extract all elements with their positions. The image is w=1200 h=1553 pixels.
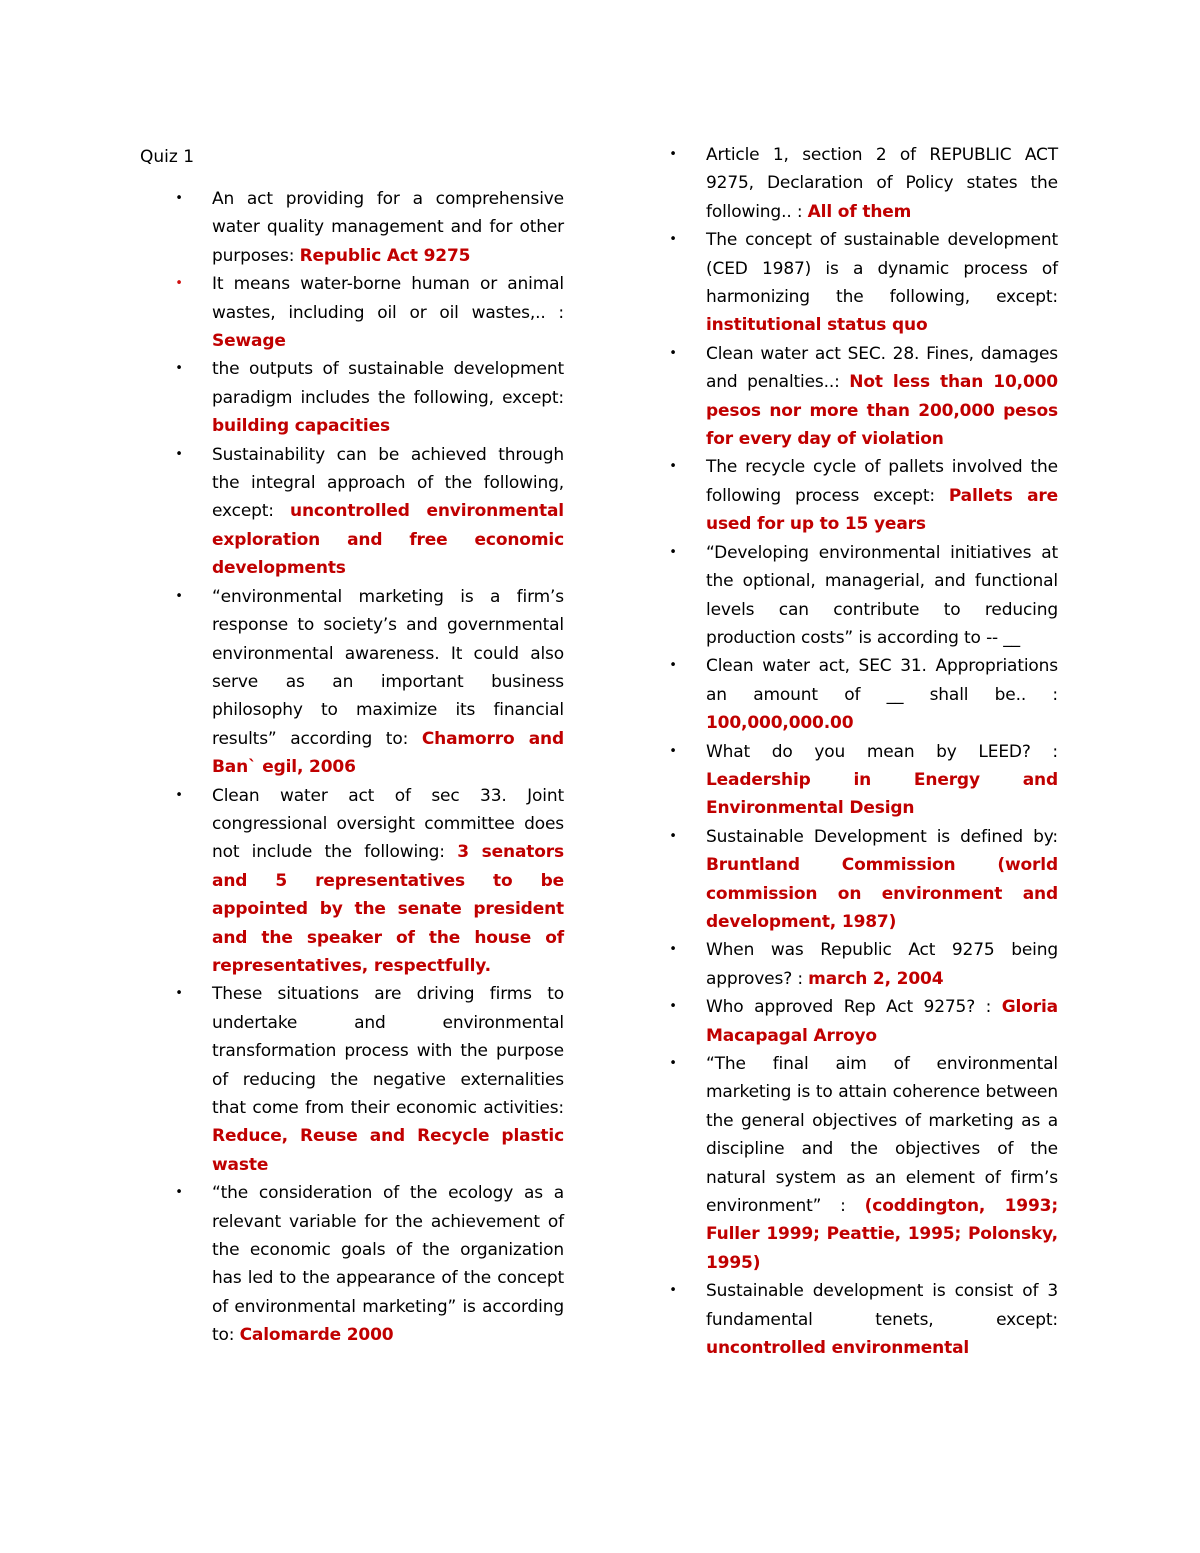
bullet-icon: • xyxy=(175,787,183,803)
list-item xyxy=(175,270,564,355)
list-item xyxy=(669,340,1058,454)
list-item xyxy=(175,980,564,1179)
list-item xyxy=(669,823,1058,937)
bullet-icon: • xyxy=(175,588,183,604)
bullet-icon: • xyxy=(669,232,677,248)
question-text: Clean water act of sec 33. Joint congressional oversight committee does not include the following: xyxy=(212,785,564,863)
answer-text: uncontrolled environmental xyxy=(706,1338,970,1359)
bullet-icon: • xyxy=(669,658,677,674)
question-text: The concept of sustainable development (CED 1987) is a dynamic process of harmonizing the following, except: xyxy=(706,230,1058,308)
answer-text: Chamorro and Ban` egil, 2006 xyxy=(212,728,564,778)
question-text: “environmental marketing is a firm’s response to society’s and governmental environmental awareness. It could also serve as an important business philosophy to maximize its financial results” according to: xyxy=(212,586,564,749)
bullet-icon: • xyxy=(669,1283,677,1299)
answer-text: march 2, 2004 xyxy=(808,968,944,989)
question-text: An act providing for a comprehensive water quality management and for other purposes: xyxy=(212,189,564,266)
question-text: Who approved Rep Act 9275? : xyxy=(706,997,1002,1018)
answer-text: Leadership in Energy and Environmental Design xyxy=(706,769,1058,819)
question-text: These situations are driving firms to undertake and environmental transformation process with the purpose of reducing the negative externalities that come from their economic activities: xyxy=(212,984,564,1118)
question-text: Article 1, section 2 of REPUBLIC ACT 9275, Declaration of Policy states the following.. : xyxy=(706,145,1058,222)
bullet-icon: • xyxy=(669,743,677,759)
bullet-icon: • xyxy=(669,345,677,361)
bullet-icon: • xyxy=(669,942,677,958)
list-item xyxy=(669,652,1058,737)
bullet-icon: • xyxy=(669,147,677,162)
answer-text: Reduce, Reuse and Recycle plastic waste xyxy=(212,1126,564,1175)
answer-text: All of them xyxy=(807,201,912,222)
bullet-icon: • xyxy=(669,999,677,1015)
bullet-icon: • xyxy=(175,446,183,462)
answer-text: Calomarde 2000 xyxy=(239,1325,394,1346)
question-text: When was Republic Act 9275 being approves? : xyxy=(706,940,1058,989)
answer-text: institutional status quo xyxy=(706,315,928,336)
question-text: “the consideration of the ecology as a relevant variable for the achievement of the economic goals of the organization has led to the appearance of the concept of environmental marketing” is according to: xyxy=(212,1183,564,1346)
bullet-icon: • xyxy=(175,191,183,206)
answer-text: Sewage xyxy=(212,331,286,352)
bullet-icon: • xyxy=(669,544,677,560)
answer-text: uncontrolled environmental exploration and free economic developments xyxy=(212,501,564,579)
question-text: Clean water act SEC. 28. Fines, damages and penalties..: xyxy=(706,343,1058,393)
answer-text: Bruntland Commission (world commission on environment and development, 1987) xyxy=(706,855,1058,932)
bullet-icon: • xyxy=(669,828,677,844)
list-item xyxy=(669,1050,1058,1277)
list-item xyxy=(669,1277,1058,1362)
list-item xyxy=(175,441,564,583)
list-item xyxy=(669,453,1058,538)
list-item xyxy=(175,1179,564,1349)
quiz-title: Quiz 1 xyxy=(140,147,195,167)
bullet-icon: • xyxy=(175,1185,183,1201)
answer-text: 3 senators and 5 representatives to be appointed by the senate president and the speaker of the house of representatives, respectfully. xyxy=(212,842,564,976)
answer-text: Republic Act 9275 xyxy=(299,245,471,266)
list-item xyxy=(669,141,1058,226)
answer-text: building capacities xyxy=(212,416,390,437)
list-item xyxy=(175,185,564,270)
bullet-icon: • xyxy=(669,459,677,475)
bullet-icon: • xyxy=(175,986,183,1002)
left-column-list xyxy=(175,185,564,1350)
bullet-icon: • xyxy=(175,361,183,377)
question-text: “The final aim of environmental marketing is to attain coherence between the general objectives of marketing as a discipline and the objectives of the natural system as an element of firm’s environment” : xyxy=(706,1054,1058,1217)
list-item xyxy=(175,583,564,782)
question-text: the outputs of sustainable development paradigm includes the following, except: xyxy=(212,359,564,408)
list-item xyxy=(175,355,564,440)
bullet-icon: • xyxy=(669,1056,677,1071)
list-item xyxy=(669,539,1058,653)
list-item xyxy=(669,993,1058,1050)
question-text: Sustainable Development is defined by: xyxy=(706,826,1058,847)
answer-text: 100,000,000.00 xyxy=(706,713,854,734)
answer-text: Gloria Macapagal Arroyo xyxy=(706,997,1058,1046)
question-text: Clean water act, SEC 31. Appropriations an amount of __ shall be.. : xyxy=(706,656,1058,705)
list-item xyxy=(669,226,1058,340)
question-text: Sustainable development is consist of 3 fundamental tenets, except: xyxy=(706,1281,1058,1330)
answer-text: (coddington, 1993; Fuller 1999; Peattie, 1995; Polonsky, 1995) xyxy=(706,1196,1058,1273)
question-text: Sustainability can be achieved through the integral approach of the following, except: xyxy=(212,444,564,522)
question-text: What do you mean by LEED? : xyxy=(706,741,1058,762)
list-item xyxy=(669,936,1058,993)
question-text: The recycle cycle of pallets involved the following process except: xyxy=(706,457,1058,506)
answer-text: Not less than 10,000 pesos nor more than 200,000 pesos for every day of violation xyxy=(706,372,1058,450)
question-text: “Developing environmental initiatives at the optional, managerial, and functional levels can contribute to reducing production costs” is according to -- __ xyxy=(706,542,1058,648)
question-text: It means water-borne human or animal wastes, including oil or oil wastes,.. : xyxy=(212,274,564,323)
list-item xyxy=(175,782,564,981)
bullet-icon: • xyxy=(175,276,183,292)
right-column-list xyxy=(669,141,1058,1362)
list-item xyxy=(669,738,1058,823)
answer-text: Pallets are used for up to 15 years xyxy=(706,485,1058,535)
